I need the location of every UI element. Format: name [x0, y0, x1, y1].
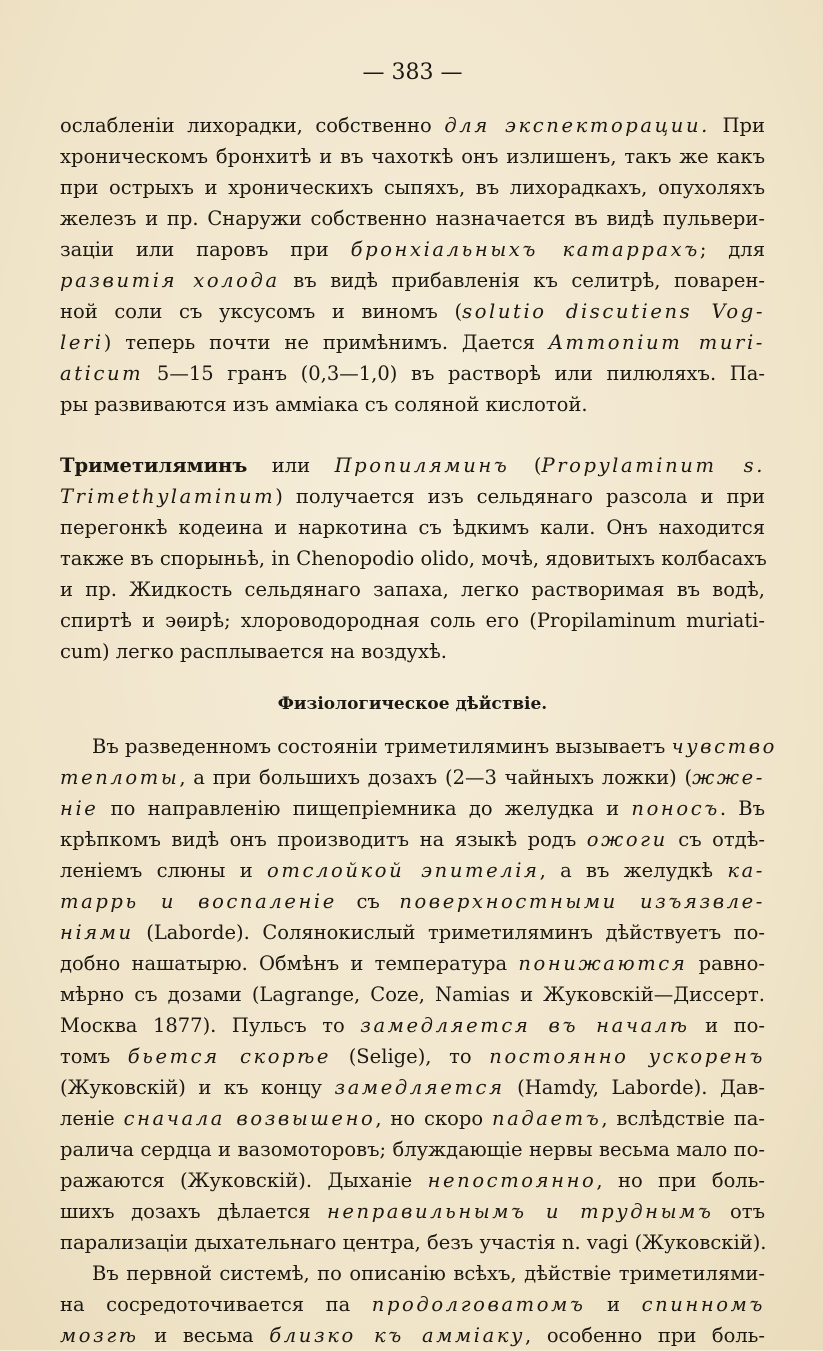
text-line — [60, 296, 765, 327]
body-text: по направленію пищепріемника до желудка и — [98, 797, 632, 820]
body-text: ( — [509, 454, 542, 477]
body-text: , вслѣдствіе па- — [601, 1107, 765, 1130]
emphasis-text: непостоянно — [427, 1169, 597, 1192]
text-line — [60, 234, 765, 265]
emphasis-text: бьется скорѣе — [127, 1045, 332, 1068]
body-text: шихъ дозахъ дѣлается — [60, 1200, 327, 1223]
text-line — [60, 886, 765, 917]
emphasis-text: Пропиляминъ — [334, 454, 510, 477]
body-text: отъ — [713, 1200, 765, 1223]
body-text: на сосредоточивается па — [60, 1293, 372, 1316]
text-line — [60, 793, 765, 824]
body-text: , а въ желудкѣ — [539, 859, 728, 882]
body-text: перегонкѣ кодеина и наркотина съ ѣдкимъ кали. Онъ находится — [60, 516, 765, 539]
body-text: также въ спорыньѣ, in Chenopodio olido, мочѣ, ядовитыхъ колбасахъ — [60, 547, 767, 570]
body-text: спиртѣ и эѳирѣ; хлороводородная соль его (Propilaminum muriati- — [60, 609, 765, 632]
paragraph-nervous-system — [60, 1258, 765, 1351]
body-text: съ — [336, 890, 400, 913]
text-line — [60, 1165, 765, 1196]
body-text: (Laborde). Солянокислый триметиляминъ дѣйствуетъ по- — [133, 921, 765, 944]
body-text: (Hamdy, Laborde). Дав- — [504, 1076, 765, 1099]
body-text: томъ — [60, 1045, 128, 1068]
text-line — [60, 1320, 765, 1351]
paragraph-physiological-effects — [60, 731, 777, 1258]
emphasis-text: поверхностными изъязвле- — [399, 890, 765, 913]
text-line — [60, 481, 765, 512]
text-line — [60, 948, 765, 979]
body-text: железъ и пр. Снаружи собственно назначается въ видѣ пульвери- — [60, 207, 765, 230]
text-line — [60, 110, 765, 141]
emphasis-text: таррь и воспаленіе — [60, 890, 337, 913]
body-text: съ отдѣ- — [667, 828, 766, 851]
emphasis-text: сначала возвышено — [123, 1107, 376, 1130]
emphasis-text: Trimethylaminum — [60, 485, 276, 508]
body-text: Москва 1877). Пульсъ то — [60, 1014, 361, 1037]
body-text: , но скоро — [375, 1107, 492, 1130]
emphasis-text: мозгѣ — [60, 1324, 139, 1347]
text-line — [60, 855, 765, 886]
text-line — [60, 762, 765, 793]
body-text: или — [247, 454, 335, 477]
emphasis-text: теплоты — [60, 766, 180, 789]
body-text: заціи или паровъ при — [60, 238, 351, 261]
emphasis-text: ка- — [727, 859, 765, 882]
body-text: При — [709, 114, 765, 137]
body-text: ослабленіи лихорадки, собственно — [60, 114, 445, 137]
body-text: леніемъ слюны и — [60, 859, 268, 882]
emphasis-text: бронхіальныхъ катаррахъ — [350, 238, 700, 261]
text-line — [60, 389, 765, 420]
body-text: Въ разведенномъ состояніи триметиляминъ вызываетъ — [92, 735, 672, 758]
emphasis-text: ніями — [60, 921, 134, 944]
emphasis-text: продолговатомъ — [371, 1293, 586, 1316]
body-text: мѣрно съ дозами (Lagrange, Coze, Namias и Жуковскій—Диссерт. — [60, 983, 765, 1006]
text-line — [60, 1289, 765, 1320]
text-line — [60, 1010, 765, 1041]
bold-term: Триметиляминъ — [60, 454, 248, 477]
paragraph-trimethylamine — [60, 450, 765, 667]
text-line — [60, 1041, 765, 1072]
text-line — [60, 1227, 765, 1258]
body-text: ) теперь почти не примѣнимъ. Дается — [103, 331, 549, 354]
text-line — [60, 1196, 765, 1227]
text-line — [60, 574, 765, 605]
text-line — [60, 265, 765, 296]
text-line — [60, 1134, 765, 1165]
body-text: (Жуковскій) и къ концу — [60, 1076, 335, 1099]
body-text: добно нашатырю. Обмѣнъ и температура — [60, 952, 519, 975]
text-line — [60, 979, 765, 1010]
text-line — [60, 731, 777, 762]
emphasis-text: Propylaminum s. — [541, 454, 765, 477]
body-text: и — [585, 1293, 642, 1316]
text-line — [60, 605, 765, 636]
body-text: и по- — [689, 1014, 765, 1037]
body-text: и пр. Жидкость сельдянаго запаха, легко растворимая въ водѣ, — [60, 578, 765, 601]
text-line — [60, 1103, 765, 1134]
body-text: въ видѣ прибавленія къ селитрѣ, поварен- — [279, 269, 765, 292]
text-line — [60, 1072, 765, 1103]
body-text: ) получается изъ сельдянаго разсола и при — [275, 485, 765, 508]
section-heading-physiological-action: Физіологическое дѣйствіе. — [277, 694, 548, 714]
emphasis-text: замедляется въ началѣ — [360, 1014, 690, 1037]
body-text: (Selige), то — [331, 1045, 490, 1068]
emphasis-text: leri — [60, 331, 104, 354]
emphasis-text: ожоги — [586, 828, 668, 851]
body-text: cum) легко расплывается на воздухѣ. — [60, 640, 447, 663]
emphasis-text: отслойкой эпителія — [267, 859, 540, 882]
body-text: ной соли съ уксусомъ и виномъ ( — [60, 300, 463, 323]
body-text: ; для — [699, 238, 765, 261]
text-line — [60, 203, 765, 234]
body-text: ралича сердца и вазомоторовъ; блуждающіе нервы весьма мало по- — [60, 1138, 765, 1161]
body-text: ражаются (Жуковскій). Дыханіе — [60, 1169, 428, 1192]
emphasis-text: замедляется — [334, 1076, 505, 1099]
body-text: Въ первной системѣ, по описанію всѣхъ, дѣйствіе триметилями- — [92, 1262, 765, 1285]
emphasis-text: неправильнымъ и труднымъ — [326, 1200, 714, 1223]
body-text: крѣпкомъ видѣ онъ производитъ на языкѣ родъ — [60, 828, 587, 851]
text-line — [60, 917, 765, 948]
text-line — [60, 512, 765, 543]
body-text: ры развиваются изъ амміака съ соляной кислотой. — [60, 393, 588, 416]
body-text: при острыхъ и хроническихъ сыпяхъ, въ лихорадкахъ, опухоляхъ — [60, 176, 765, 199]
body-text: равно- — [687, 952, 765, 975]
emphasis-text: жже- — [692, 766, 765, 789]
body-text: 5—15 гранъ (0,3—1,0) въ растворѣ или пилюляхъ. Па- — [143, 362, 765, 385]
body-text: , а при большихъ дозахъ (2—3 чайныхъ ложки) ( — [179, 766, 693, 789]
text-line — [60, 141, 765, 172]
text-line — [60, 358, 765, 389]
text-line — [60, 450, 765, 481]
emphasis-text: ніе — [60, 797, 99, 820]
emphasis-text: понижаются — [518, 952, 688, 975]
page-number: — 383 — — [362, 60, 463, 85]
body-text: хроническомъ бронхитѣ и въ чахоткѣ онъ излишенъ, такъ же какъ — [60, 145, 765, 168]
text-line — [60, 824, 765, 855]
text-line — [60, 636, 765, 667]
text-line — [60, 327, 765, 358]
emphasis-text: развитія холода — [60, 269, 280, 292]
emphasis-text: близко къ амміаку — [269, 1324, 526, 1347]
paragraph-ammonium — [60, 110, 765, 420]
emphasis-text: чувство — [671, 735, 777, 758]
emphasis-text: aticum — [60, 362, 144, 385]
emphasis-text: Ammonium muri- — [548, 331, 765, 354]
body-text: и весьма — [138, 1324, 270, 1347]
text-line — [60, 172, 765, 203]
text-line — [60, 1258, 765, 1289]
emphasis-text: падаетъ — [491, 1107, 602, 1130]
body-text: . Въ — [719, 797, 765, 820]
emphasis-text: solutio discutiens Vog- — [462, 300, 766, 323]
emphasis-text: поносъ — [631, 797, 720, 820]
body-text: парализаціи дыхательнаго центра, безъ участія n. vagi (Жуковскій). — [60, 1231, 767, 1254]
text-line — [60, 543, 765, 574]
body-text: , но при боль- — [596, 1169, 765, 1192]
body-text: леніе — [60, 1107, 124, 1130]
emphasis-text: для экспекторации. — [444, 114, 710, 137]
emphasis-text: постоянно ускоренъ — [489, 1045, 765, 1068]
emphasis-text: спинномъ — [641, 1293, 765, 1316]
body-text: , особенно при боль- — [525, 1324, 765, 1347]
